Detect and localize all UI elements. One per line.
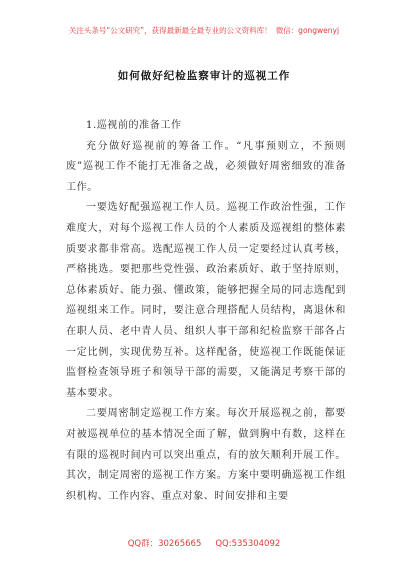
top-banner (0, 25, 408, 36)
paragraph: 二要周密制定巡视工作方案。每次开展巡视之前，都要对被巡视单位的基本情况全面了解，做到胸中有数，这样在有限的巡视时间内可以突出重点，有的放矢顺利开展工作。其次，制定周密的巡视工作方案。方案中要明确巡视工作组织机构、工作内容、重点对象、时间安排和主要 (66, 408, 346, 502)
document-body (66, 116, 346, 507)
footer (0, 537, 408, 549)
paragraph: 充分做好巡视前的筹备工作。“凡事预则立，不预则废”巡视工作不能打无准备之战，必须做好周密细致的准备工作。 (66, 140, 346, 193)
footer-qq: QQ:535304092 (215, 539, 281, 549)
section-heading: 1.巡视前的准备工作 (86, 120, 182, 131)
footer-qq-group: QQ群：30265665 (127, 539, 202, 549)
paragraph: 一要选好配强巡视工作人员。巡视工作政治性强，工作难度大，对每个巡视工作人员的个人素质及巡视组的整体素质要求都非常高。选配巡视工作人员一定要经过认真考核，严格挑选。要把那些党性强、政治素质好、敢于坚持原则，总体素质好、能力强、懂政策，能够把握全局的同志选配到巡视组来工作。同时，要注意合理搭配人员结构，离退休和在职人员、老中青人员、组织人事干部和纪检监察干部各占一定比例，实现优势互补。这样配备，使巡视工作既能保证监督检查领导班子和领导干部的需要，又能满足考察干部的基本要求。 (66, 202, 346, 399)
banner-text: 关注头条号“公文研究”，获得最新最全最专业的公文资料库！ (68, 26, 272, 35)
document-title: 如何做好纪检监察审计的巡视工作 (117, 70, 291, 82)
banner-wechat: 微信：gongwenyj (275, 26, 340, 35)
